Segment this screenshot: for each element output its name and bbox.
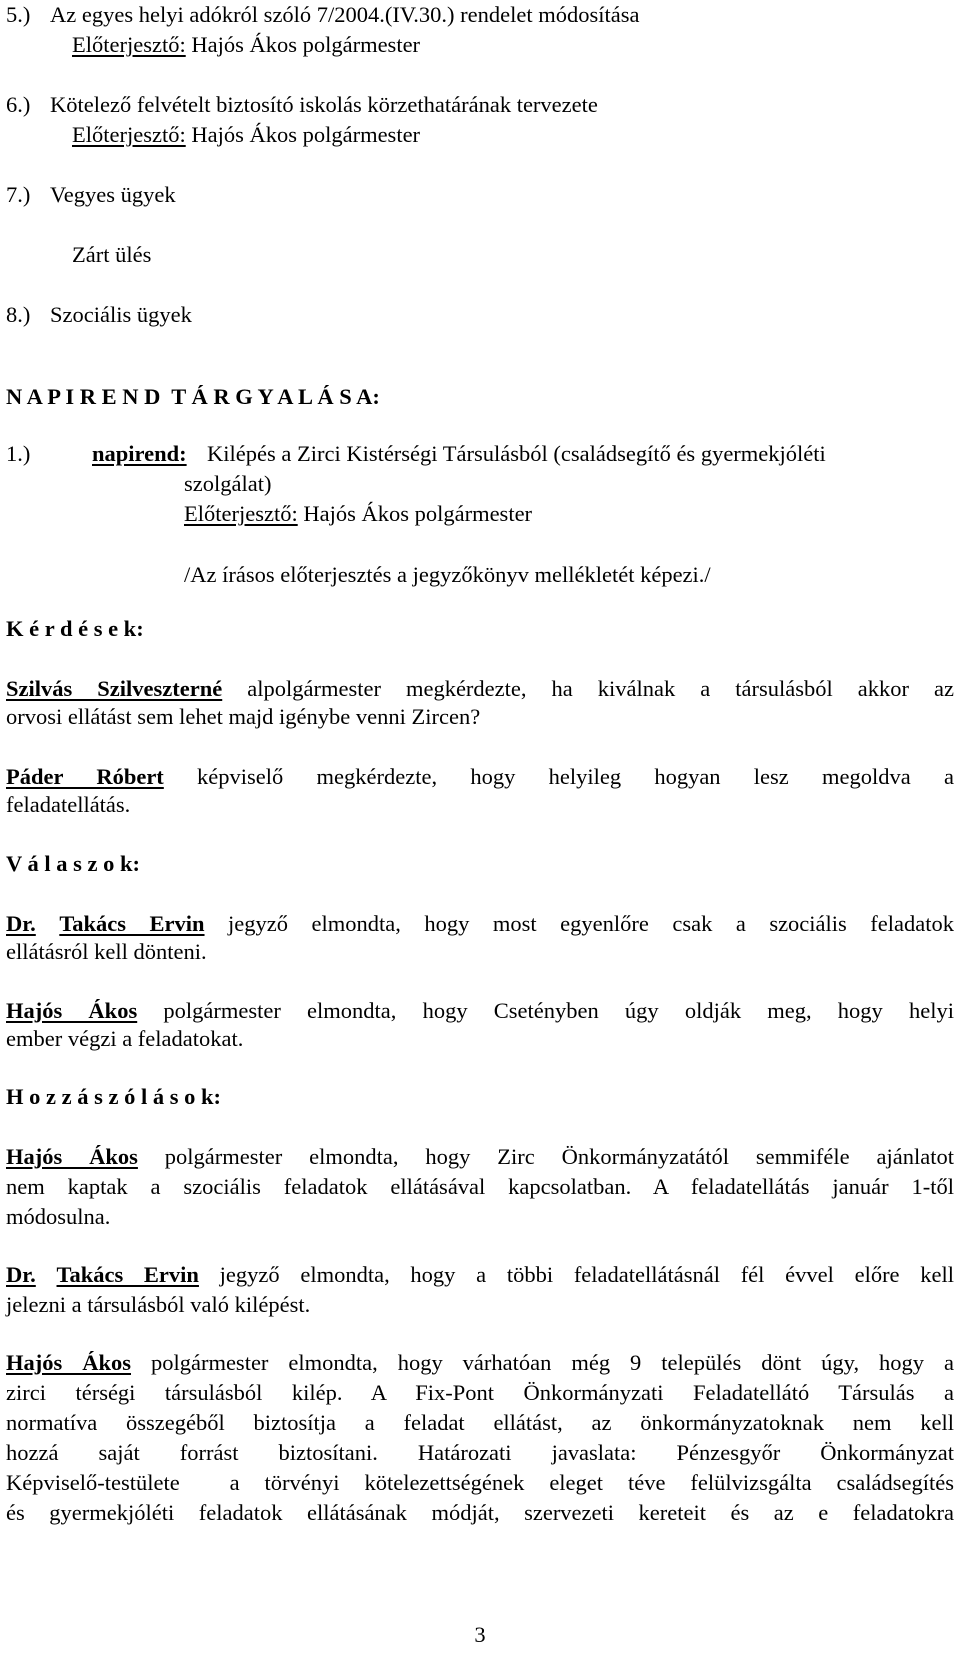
agenda-presenter-5 [72, 34, 420, 57]
page-number: 3 [474, 1622, 486, 1647]
q2-line2: feladatellátás. [6, 792, 131, 817]
agenda-item-5 [6, 4, 639, 27]
c2-line1 [6, 1264, 954, 1287]
agenda-title: Szociális ügyek [50, 302, 192, 327]
a2-line1 [6, 1000, 954, 1023]
agenda-title: Az egyes helyi adókról szóló 7/2004.(IV.30.) rendelet módosítása [50, 2, 640, 27]
q1-line1 [6, 678, 954, 701]
c3-line2: zirci térségi társulásból kilép. A Fix-Pont Önkormányzati Feladatellátó Társulás a [6, 1380, 954, 1405]
paragraph-text: alpolgármester megkérdezte, ha kiválnak a társulásból akkor az [222, 676, 954, 701]
paragraph-text: jegyző elmondta, hogy most egyenlőre csak a szociális feladatok [204, 911, 955, 936]
agenda-item-7 [6, 184, 176, 207]
a1-line2: ellátásról kell dönteni. [6, 939, 207, 964]
section-heading: N A P I R E N D T Á R G Y A L Á S A: [6, 384, 380, 409]
speaker-name: Páder Róbert [6, 764, 164, 789]
agenda-item-6 [6, 94, 598, 117]
speaker-name: Hajós Ákos [6, 998, 138, 1023]
speaker-name: Takács Ervin [56, 1262, 199, 1287]
paragraph-text: polgármester elmondta, hogy Zirc Önkormányzatától semmiféle ajánlatot [137, 1144, 954, 1169]
agenda-number: 5.) [6, 2, 31, 27]
presenter-name: Hajós Ákos polgármester [191, 32, 421, 57]
agenda-number: 7.) [6, 182, 31, 207]
speaker-name: Szilvás Szilveszterné [6, 676, 223, 701]
agenda-item-8 [6, 304, 192, 327]
paragraph-text: jegyző elmondta, hogy a többi feladatellátásnál fél évvel előre kell [198, 1262, 955, 1287]
closed-session-label: Zárt ülés [72, 242, 152, 267]
speaker-name: Takács Ervin [59, 911, 205, 936]
contributions-heading: H o z z á s z ó l á s o k: [6, 1084, 221, 1109]
attachment-note: /Az írásos előterjesztés a jegyzőkönyv mellékletét képezi./ [184, 562, 711, 587]
a2-line2: ember végzi a feladatokat. [6, 1026, 244, 1051]
agenda-title: Vegyes ügyek [50, 182, 176, 207]
item1-label: napirend: [92, 441, 187, 466]
agenda-number: 8.) [6, 302, 31, 327]
speaker-title: Dr. [6, 1262, 36, 1287]
speaker-title: Dr. [6, 911, 36, 936]
c3-line3: normatíva összegéből biztosítja a feladat ellátást, az önkormányzatoknak nem kell [6, 1410, 954, 1435]
presenter-label: Előterjesztő: [184, 501, 298, 526]
c3-line4: hozzá saját forrást biztosítani. Határozati javaslata: Pénzesgyőr Önkormányzat [6, 1440, 954, 1465]
agenda-number: 6.) [6, 92, 31, 117]
presenter-label: Előterjesztő: [72, 32, 186, 57]
c3-line1 [6, 1352, 954, 1375]
a1-line1 [6, 913, 954, 936]
answers-heading: V á l a s z o k: [6, 851, 140, 876]
item1-number: 1.) [6, 441, 31, 466]
presenter-name: Hajós Ákos polgármester [191, 122, 421, 147]
item1-title-line2: szolgálat) [184, 471, 272, 496]
speaker-name: Hajós Ákos [6, 1144, 138, 1169]
questions-heading: K é r d é s e k: [6, 616, 144, 641]
c1-line2: nem kaptak a szociális feladatok ellátásával kapcsolatban. A feladatellátás január 1-től [6, 1174, 954, 1199]
item1-presenter [184, 503, 532, 526]
paragraph-text: polgármester elmondta, hogy várhatóan még 9 település dönt úgy, hogy a [131, 1350, 954, 1375]
speaker-name: Hajós Ákos [6, 1350, 131, 1375]
c1-line1 [6, 1146, 954, 1169]
c3-line5: Képviselő-testülete a törvényi kötelezettségének eleget téve felülvizsgálta családsegítés [6, 1470, 954, 1495]
q2-line1 [6, 766, 954, 789]
agenda-presenter-6 [72, 124, 420, 147]
c3-line6: és gyermekjóléti feladatok ellátásának módját, szervezeti kereteit és az e feladatokra [6, 1500, 954, 1525]
presenter-label: Előterjesztő: [72, 122, 186, 147]
c2-line2: jelezni a társulásból való kilépést. [6, 1292, 311, 1317]
paragraph-text: képviselő megkérdezte, hogy helyileg hogyan lesz megoldva a [163, 764, 954, 789]
agenda-title: Kötelező felvételt biztosító iskolás körzethatárának tervezete [50, 92, 598, 117]
paragraph-text: polgármester elmondta, hogy Csetényben úgy oldják meg, hogy helyi [137, 998, 954, 1023]
item1-title-line1: Kilépés a Zirci Kistérségi Társulásból (családsegítő és gyermekjóléti [207, 441, 826, 466]
presenter-name: Hajós Ákos polgármester [303, 501, 533, 526]
c1-line3: módosulna. [6, 1204, 111, 1229]
q1-line2: orvosi ellátást sem lehet majd igénybe venni Zircen? [6, 704, 481, 729]
